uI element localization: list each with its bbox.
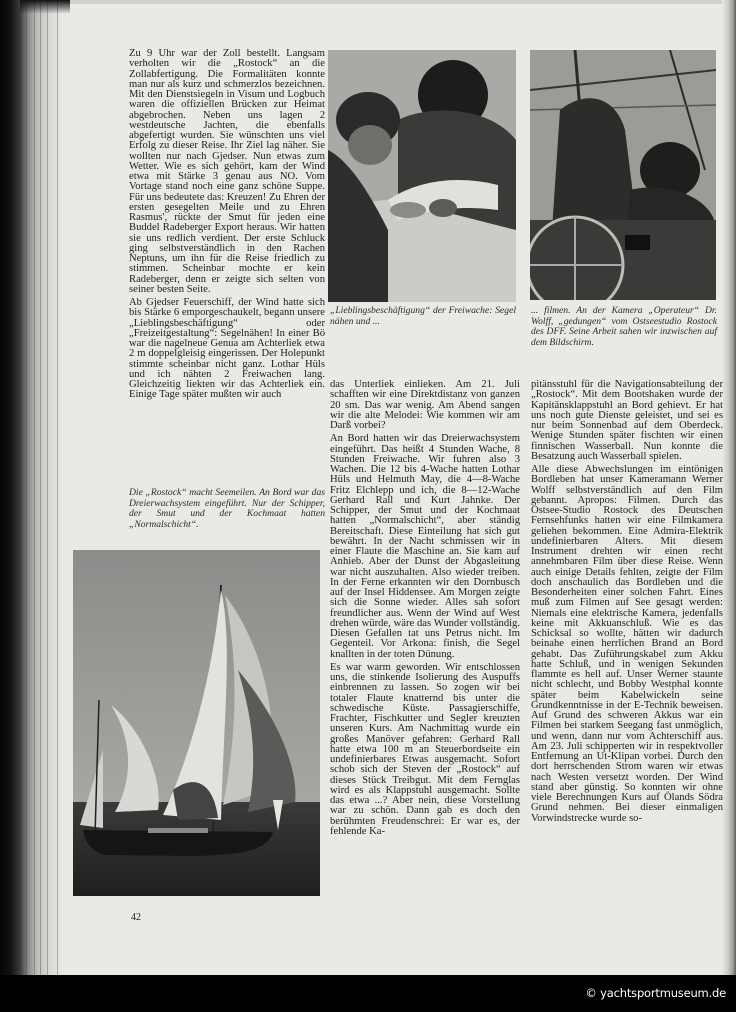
filming-image [530,50,716,300]
paragraph: Es war warm geworden. Wir entschlossen uns, die stinkende Isolierung des Auspuffs einbrennen zu lassen. So zogen wir bei totaler Flaute knatternd bis unter die schwedische Küste. Passagierschiffe, Frachter, Fischkutter und Segler kreuzten unseren Kurs. Am Nachmittag wurde ein großes Manöver gefahren: Gerhard Rall hatte etwa 100 m an Steuerbordseite ein undefinierbares Etwas ausgemacht. Sofort schob sich der Steven der „Rostock“ auf dieses Stück Treibgut. Mit dem Fernglas wird es als Klappstuhl ausgemacht. Sollte das etwa ...? Aber nein, diese Vorstellung war zu schön. Dann gab es doch den berühmten Freudenschrei: Er war es, der fehlende Ka- [330,661,520,837]
yacht-image [73,550,320,896]
paragraph: das Unterliek einlieken. Am 21. Juli schafften wir eine Direktdistanz von ganzen 20 sm. Das war wenig. Am Abend sangen wir die alte Melodei: Wie kommen wir am Darß vorbei? [330,379,520,431]
book-binding [0,0,62,975]
paragraph: Zu 9 Uhr war der Zoll bestellt. Langsam verholten wir die „Rostock“ an die Zollabfertigung. Die Formalitäten konnte man nur als kurz und schmerzlos bezeichnen. Mit den Dienstsiegeln in Visum und Logbuch waren die offiziellen Brücken zur Heimat abgebrochen. Neben uns lagen 2 westdeutsche Jachten, die ebenfalls abgefertigt wurden. Sie wünschten uns viel Erfolg zu dieser Reise. Ihr Ziel lag näher. Sie wollten nur nach Gjedser. Nun etwas zum Wetter. Wie es sich gehört, kam der Wind etwa mit Stärke 3 genau aus NO. Vom Vortage stand noch eine ganz schöne Suppe. Für uns bedeutete das: Kreuzen! Zu Ehren der ersten gesegelten Meile und zu Ehren Rasmus', rückte der Smut für jeden eine Buddel Radeberger Export heraus. Wir hatten sie uns redlich verdient. Der erste Schluck ging selbstverständlich in den Rachen Neptuns, um ihn für die Reise friedlich zu stimmen. Scheinbar mochte er kein Radeberger, denn er zeigte sich selten von seiner besten Seite. [129,48,325,295]
photo-yacht [73,550,320,896]
watermark: © yachtsportmuseum.de [585,986,726,1000]
photo-sewing [328,50,516,302]
article-column-1 [129,49,325,404]
paragraph: pitänsstuhl für die Navigationsabteilung der „Rostock“. Mit dem Bootshaken wurde der Kapitänsklappstuhl an Bord gehievt. Er hat uns noch gute Dienste geleistet, und sei es nur beim Sonnenbad auf dem Oberdeck. Wenige Stunden später fischten wir einen finnischen Wasserball. Nun konnte die Besatzung auch Wasserball spielen. [531,379,723,462]
caption-filming: ... filmen. An der Kamera „Operateur“ Dr. Wolff, „gedungen“ vom Ostseestudio Rostock des DFF. Seine Arbeit sahen wir inzwischen auf dem Bildschirm. [531,305,717,348]
article-column-2 [330,380,520,840]
paragraph: Ab Gjedser Feuerschiff, der Wind hatte sich bis Stärke 6 emporgeschaukelt, begann unsere „Lieblingsbeschäftigung“ oder „Freizeitgestaltung“: Segelnähen! In einer Bö war die nagelneue Genua am Achterliek etwa 2 m doppelgleisig eingerissen. Der Holepunkt stimmte scheinbar nicht ganz. Lothar Hüls und ich nähten 2 Freiwachen lang. Gleichzeitig liekten wir das Achterliek ein. Einige Tage später mußten wir auch [129,297,325,401]
caption-sewing: „Lieblingsbeschäftigung“ der Freiwache: Segel nähen und ... [330,305,516,327]
paragraph: An Bord hatten wir das Dreierwachsystem eingeführt. Das heißt 4 Stunden Wache, 8 Stunden Freiwache. Wir fuhren also 3 Wachen. Die 12 bis 4-Wache hatten Lothar Hüls und Helmuth May, die 4—8-Wache Fritz Elchlepp und ich, die 8—12-Wache Gerhard Rall und Kurt Jahnke. Der Schipper, der Smut und der Kochmaat hatten „Normalschicht“, aber ständig Bereitschaft. Diese Einteilung hat sich gut bewährt. In der Nacht schmissen wir in einer Flaute die Maschine an. Sie kam auf Anhieb. Aber der Dunst der Abgasleitung war nicht auszuhalten. Also wieder treiben. In der Ferne erkannten wir den Dornbusch auf der Insel Hiddensee. Am Morgen zeigte sich die Sonne wieder. Alles sah sofort freundlicher aus. Wenn der Wind auf West drehen würde, wäre das Wunder vollständig. Diesen Gefallen tat uns Petrus nicht. Im Gegenteil. Vor Arkona: finish, die Segel knallten in der toten Dünung. [330,433,520,660]
photo-filming [530,50,716,300]
page-top-edge [0,0,736,4]
page-number: 42 [131,912,141,923]
binding-shadow [20,0,70,14]
sewing-image [328,50,516,302]
caption-yacht: Die „Rostock“ macht Seemeilen. An Bord war das Dreierwachsystem eingeführt. Nur der Schipper, der Smut und der Kochmaat hatten „Normalschicht“. [129,487,325,530]
paragraph: Alle diese Abwechslungen im eintönigen Bordleben hat unser Kameramann Werner Wolff selbstverständlich auf den Film gebannt. Apropos: Filmen. Durch das Ostsee-Studio Rostock des Deutschen Fernsehfunks hatten wir eine Filmkamera geliehen bekommen. Eine Admira-Elektrik undefinierbaren Alters. Mit diesem Instrument drehten wir einen recht annehmbaren Film über diese Reise. Wenn auch einige Details fehlten, zeigte der Film doch anschaulich das Bordleben und die Besonderheiten einer solchen Fahrt. Eines muß zum Filmen auf See gesagt werden: Niemals eine elektrische Kamera, jedenfalls keine mit Akkuanschluß. Wie es das Schicksal so wollte, hätten wir dadurch beinahe einen herrlichen Brand an Bord gehabt. Das Zuführungskabel zum Akku hatte Schluß, und in wenigen Sekunden flammte es hell auf. Unser Werner staunte nicht schlecht, und Bobby Westphal konnte später beim Kabelwickeln seine Grundkenntnisse in der E-Technik beweisen. Auf Grund des schweren Akkus war ein Filmen bei starkem Seegang fast unmöglich, und wenn, dann nur vom Achterschiff aus. Am 23. Juli schipperten wir in respektvoller Entfernung an Ut-Klipan vorbei. Durch den dort herrschenden Strom waren wir etwas nach Westen versetzt worden. Der Wind stand aber günstig. So konnten wir ohne viele Berechnungen Kurs auf Ölands Södra Grund nehmen. Bei dieser einmaligen Vorwindstrecke wurde so- [531,464,723,824]
article-column-3 [531,380,723,827]
page-right-edge [722,0,736,975]
